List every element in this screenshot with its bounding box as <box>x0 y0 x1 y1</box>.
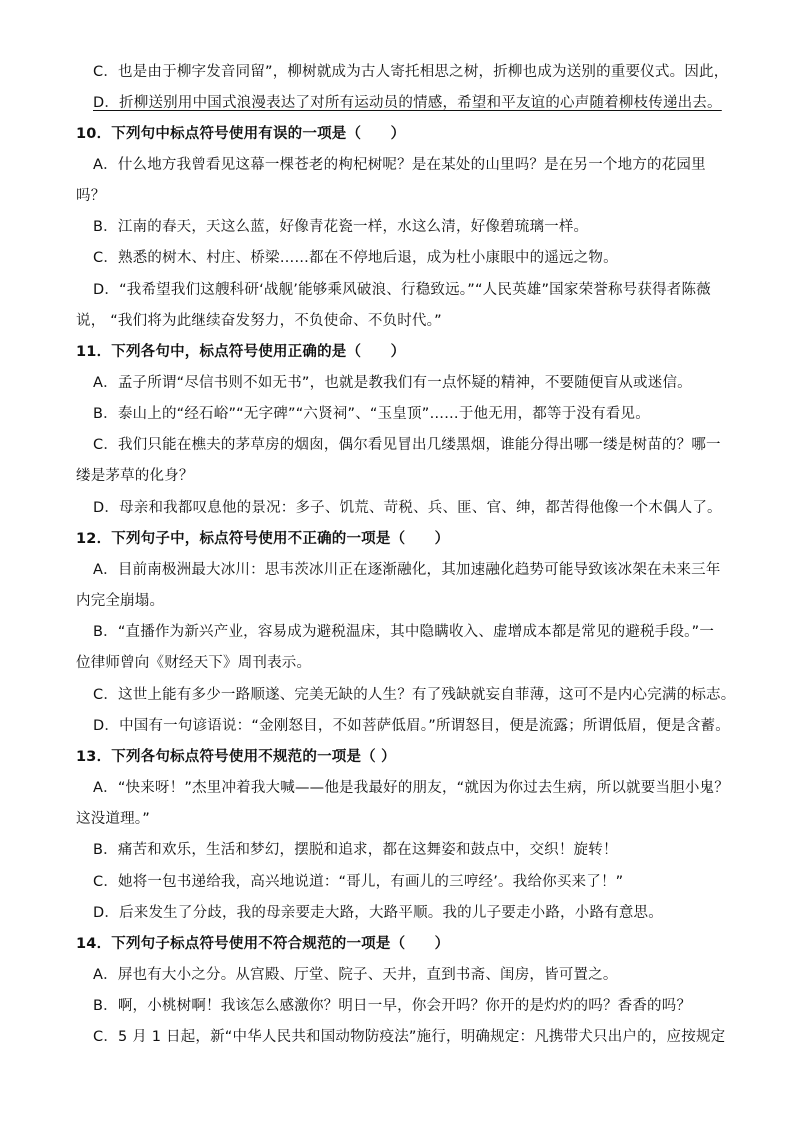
q13-option-a-cont: 这没道理。” <box>76 811 150 827</box>
q10-option-a: A．什么地方我曾看见这幕一棵苍老的枸杞树呢？是在某处的山里吗？是在另一个地方的花园里 <box>93 157 706 173</box>
q12-option-a-cont: 内完全崩塌。 <box>76 593 165 609</box>
q11-option-b: B．泰山上的“经石峪”“无字碑”“六贤祠”、“玉皇顶”……于他无用，都等于没有看见。 <box>93 406 650 422</box>
q12-option-a: A．目前南极洲最大冰川：思韦茨冰川正在逐渐融化，其加速融化趋势可能导致该冰架在未来三年 <box>93 562 721 578</box>
q10-option-d-cont: 说， “我们将为此继续奋发努力，不负使命、不负时代。” <box>76 313 442 329</box>
q13-option-b: B．痛苦和欢乐，生活和梦幻，摆脱和追求，都在这舞姿和鼓点中，交织！旋转！ <box>93 842 618 858</box>
question-10-title: 10．下列句中标点符号使用有误的一项是（ ） <box>76 126 406 142</box>
q13-option-d: D．后来发生了分歧，我的母亲要走大路，大路平顺。我的儿子要走小路，小路有意思。 <box>93 905 663 921</box>
q11-option-c: C．我们只能在樵夫的茅草房的烟囱，偶尔看见冒出几缕黑烟，谁能分得出哪一缕是树苗的？哪一 <box>93 437 721 453</box>
q14-option-a: A．屏也有大小之分。从宫殿、厅堂、院子、天井，直到书斋、闺房，皆可置之。 <box>93 967 618 983</box>
option-text: D．折柳送别用中国式浪漫表达了对所有运动员的情感，希望和平友谊的心声随着柳枝传递出去。 <box>93 95 722 111</box>
q10-option-d: D．“我希望我们这艘科研‘战舰’能够乘风破浪、行稳致远。”“人民英雄”国家荣誉称号获得者陈薇 <box>93 282 711 298</box>
q12-option-b: B．“直播作为新兴产业，容易成为避税温床，其中隐瞒收入、虚增成本都是常见的避税手段。”一 <box>93 624 715 640</box>
q10-option-b: B．江南的春天，天这么蓝，好像青花瓷一样，水这么清，好像碧琉璃一样。 <box>93 219 589 235</box>
q14-option-c: C．5 月 1 日起，新“中华人民共和国动物防疫法”施行，明确规定：凡携带犬只出户的，应按规定 <box>93 1029 726 1045</box>
option-text: C．也是由于柳字发音同留”，柳树就成为古人寄托相思之树，折柳也成为送别的重要仪式。因此， <box>93 64 729 80</box>
question-14-title: 14．下列句子标点符号使用不符合规范的一项是（ ） <box>76 936 450 952</box>
option-c-line <box>0 62 794 82</box>
option-d-line <box>0 93 794 113</box>
q11-option-c-cont: 缕是茅草的化身？ <box>76 468 194 484</box>
q11-option-a: A．孟子所谓“尽信书则不如无书”，也就是教我们有一点怀疑的精神，不要随便盲从或迷信。 <box>93 375 692 391</box>
q14-option-b: B．啊，小桃树啊！我该怎么感激你？明日一早，你会开吗？你开的是灼灼的吗？香香的吗？ <box>93 998 692 1014</box>
question-12-title: 12．下列句子中，标点符号使用不正确的一项是（ ） <box>76 531 450 547</box>
q10-option-c: C．熟悉的树木、村庄、桥梁……都在不停地后退，成为杜小康眼中的遥远之物。 <box>93 250 618 266</box>
question-11-title: 11．下列各句中，标点符号使用正确的是（ ） <box>76 344 406 360</box>
q12-option-d: D．中国有一句谚语说：“金刚怒目，不如菩萨低眉。”所谓怒目，便是流露；所谓低眉，便是含蓄。 <box>93 718 730 734</box>
q13-option-a: A．“快来呀！”杰里冲着我大喊——他是我最好的朋友，“就因为你过去生病，所以就要当胆小鬼？ <box>93 780 729 796</box>
q12-option-c: C．这世上能有多少一路顺遂、完美无缺的人生？有了残缺就妄自菲薄，这可不是内心完满的标志。 <box>93 687 736 703</box>
q12-option-b-cont: 位律师曾向《财经天下》周刊表示。 <box>76 655 312 671</box>
question-13-title: 13．下列各句标点符号使用不规范的一项是（ ） <box>76 749 396 765</box>
q10-option-a-cont: 吗？ <box>76 188 106 204</box>
q13-option-c: C．她将一包书递给我，高兴地说道：“哥儿，有画儿的三哼经’。我给你买来了！” <box>93 874 624 890</box>
q11-option-d: D．母亲和我都叹息他的景况：多子、饥荒、苛税、兵、匪、官、绅，都苦得他像一个木偶人了。 <box>93 500 722 516</box>
